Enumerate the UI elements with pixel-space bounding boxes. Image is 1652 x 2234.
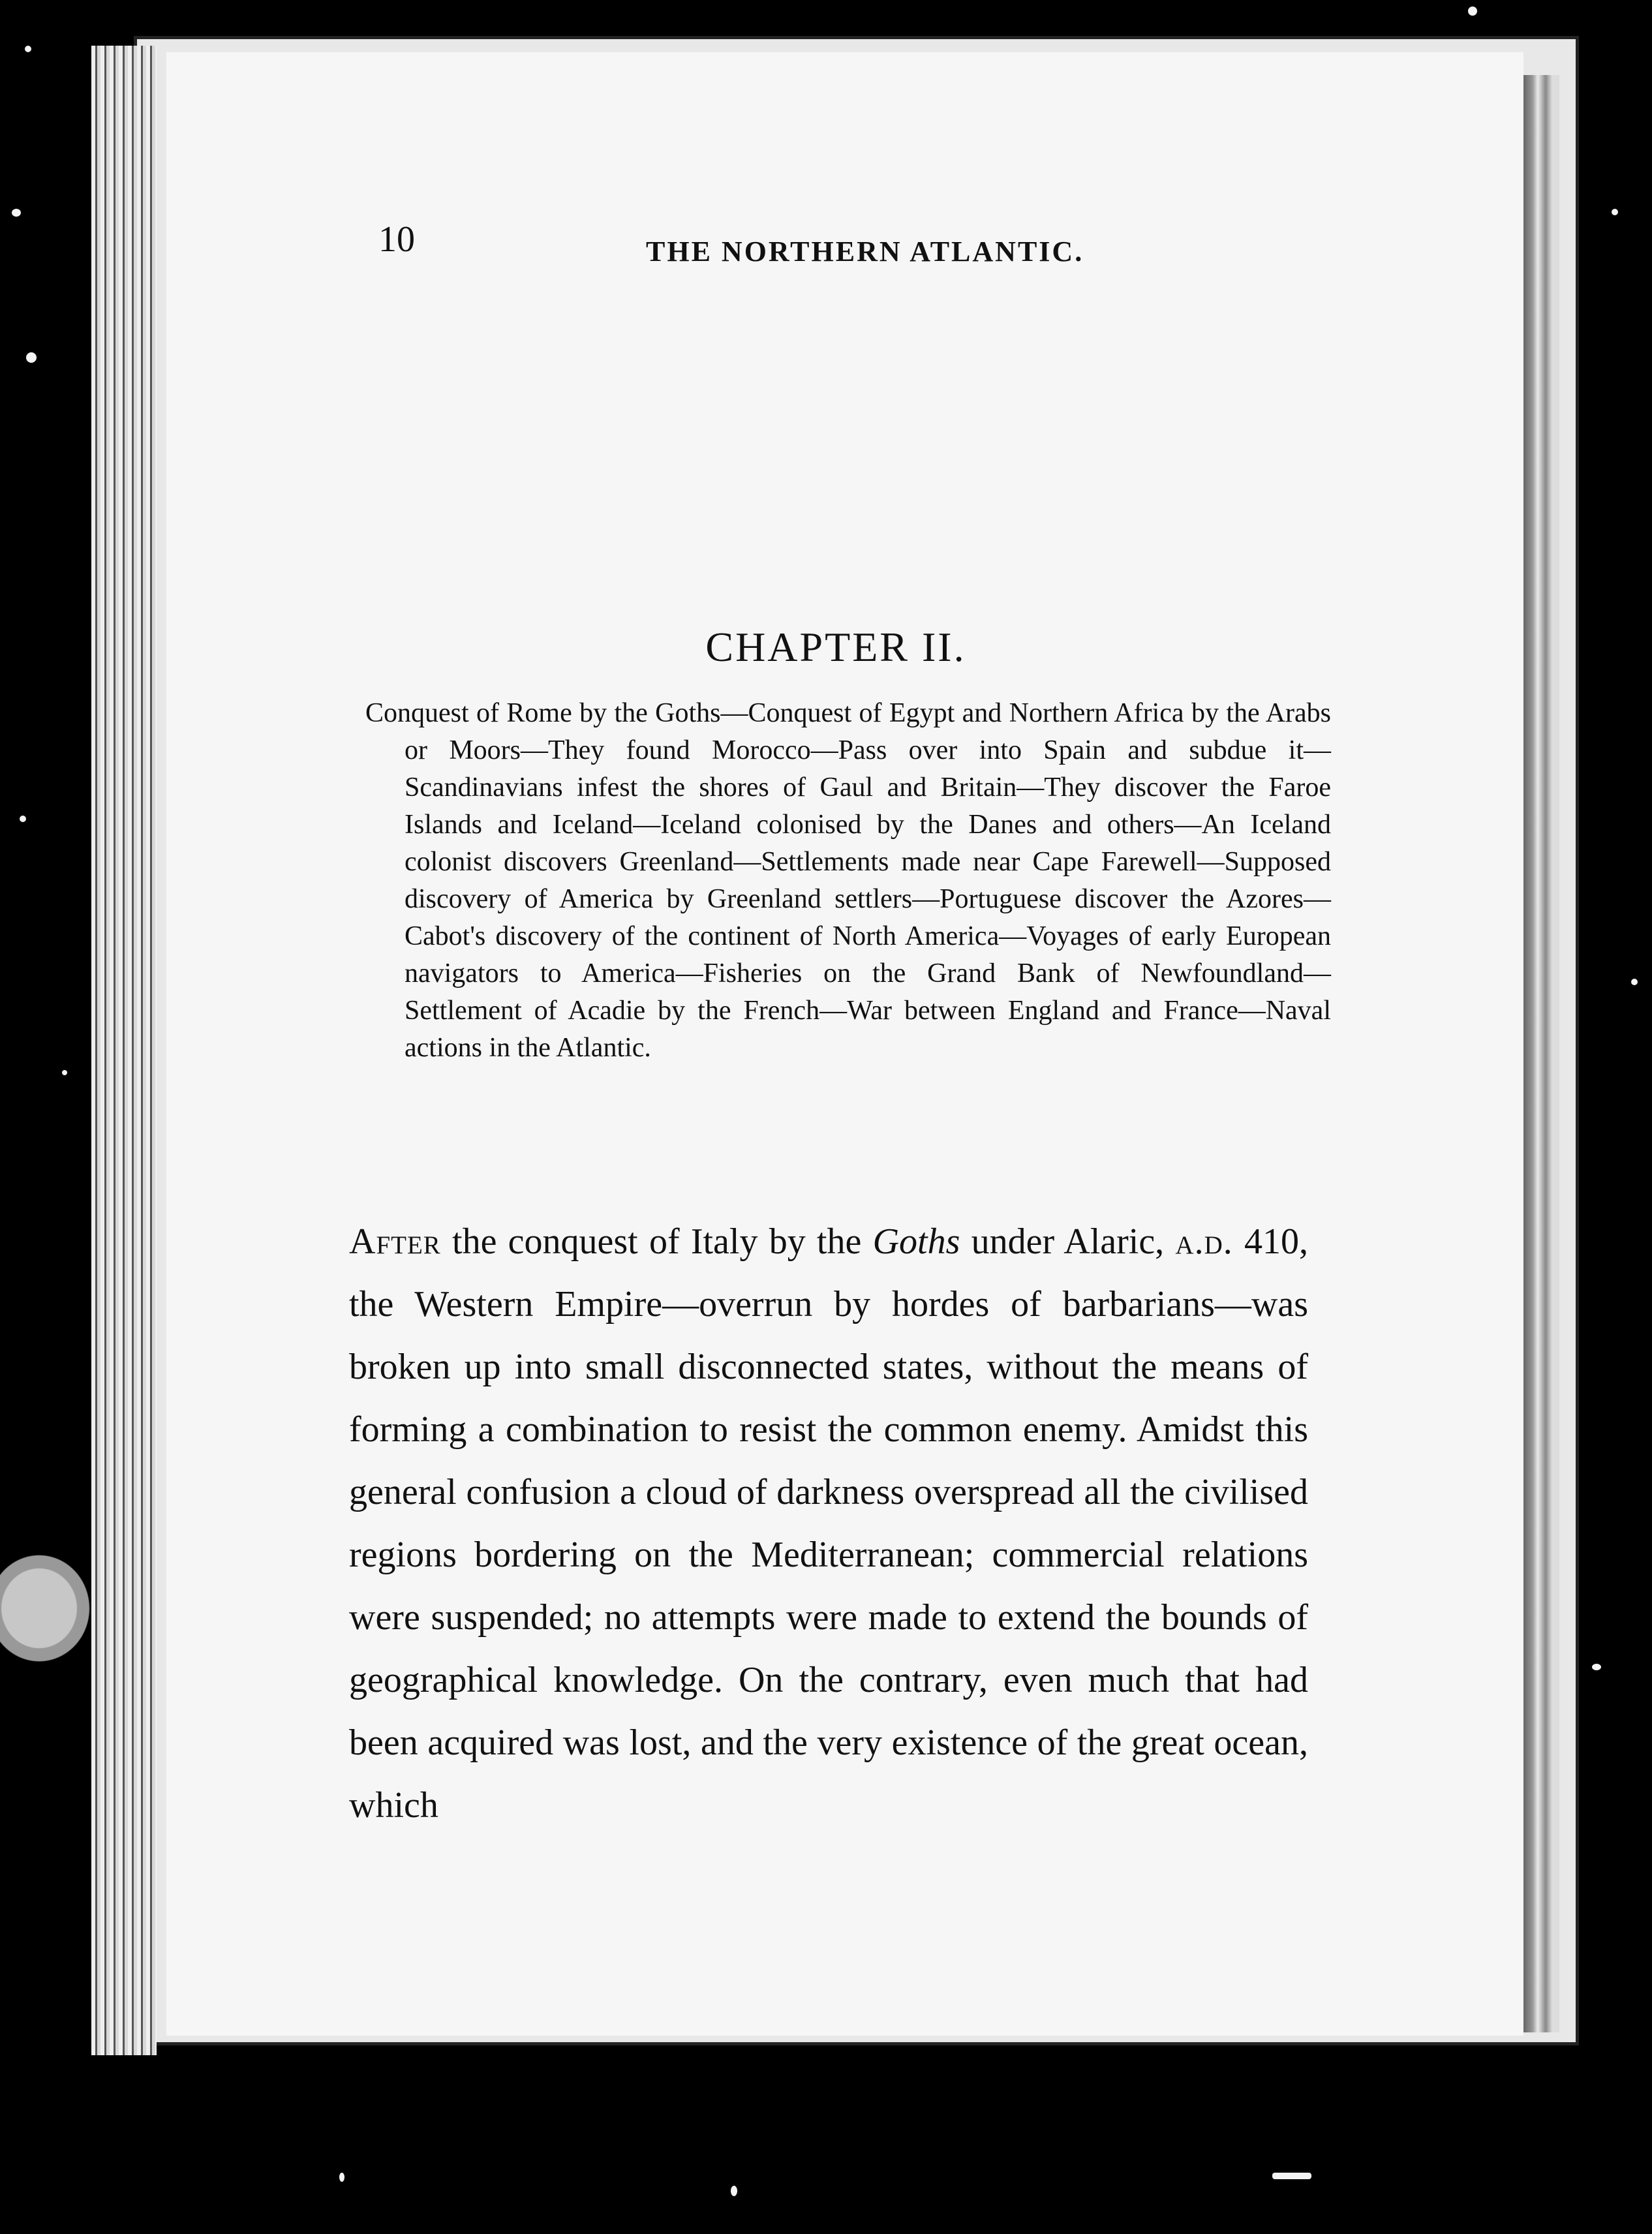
running-title: THE NORTHERN ATLANTIC. <box>646 236 1084 268</box>
scan-speck <box>1468 7 1477 16</box>
scan-speck <box>1592 1664 1601 1670</box>
anno-domini: a.d. <box>1175 1221 1233 1262</box>
body-text-segment: under Alaric, <box>960 1221 1176 1262</box>
page-number: 10 <box>378 219 415 260</box>
body-text-segment: the conquest of Italy by the <box>440 1221 873 1262</box>
body-paragraph <box>349 1210 1308 1837</box>
scan-speck <box>25 46 31 52</box>
scan-speck <box>1272 2173 1311 2179</box>
scan-speck <box>20 816 26 822</box>
page-gutter-right <box>1523 75 1559 2032</box>
scan-speck <box>1612 209 1618 215</box>
scan-speck <box>339 2173 344 2182</box>
scan-speck <box>62 1070 67 1075</box>
chapter-heading: CHAPTER II. <box>705 624 966 670</box>
scan-speck <box>1631 979 1638 985</box>
scan-speck <box>731 2186 737 2196</box>
lead-word: After <box>349 1221 441 1262</box>
body-text-segment: 410, the Western Empire—overrun by hordes of barbarians—was broken up into small disconnected states, without the means of forming a combination to resist the common enemy. Amidst this general confusion a cloud of darkness overspread all the civilised regions bordering on the Mediterranean; commercial relations were suspended; no attempts were made to extend the bounds of geographical knowledge. On the contrary, even much that had been acquired was lost, and the very existence of the great ocean, which <box>349 1221 1308 1826</box>
torn-paper-fragment <box>0 1546 98 1670</box>
scan-speck <box>26 352 37 363</box>
goths-italic: Goths <box>872 1221 960 1262</box>
scan-speck <box>12 209 21 217</box>
chapter-synopsis: Conquest of Rome by the Goths—Conquest of Egypt and Northern Africa by the Arabs or Moors—They found Morocco—Pass over into Spain and subdue it—Scandinavians infest the shores of Gaul and Britain—They discover the Faroe Islands and Iceland—Iceland colonised by the Danes and others—An Iceland colonist discovers Greenland—Settlements made near Cape Farewell—Supposed discovery of America by Greenland settlers—Portuguese discover the Azores—Cabot's discovery of the continent of North America—Voyages of early European navigators to America—Fisheries on the Grand Bank of Newfoundland—Settlement of Acadie by the French—War between England and France—Naval actions in the Atlantic. <box>365 698 1331 1063</box>
page-stack-left <box>91 46 157 2055</box>
